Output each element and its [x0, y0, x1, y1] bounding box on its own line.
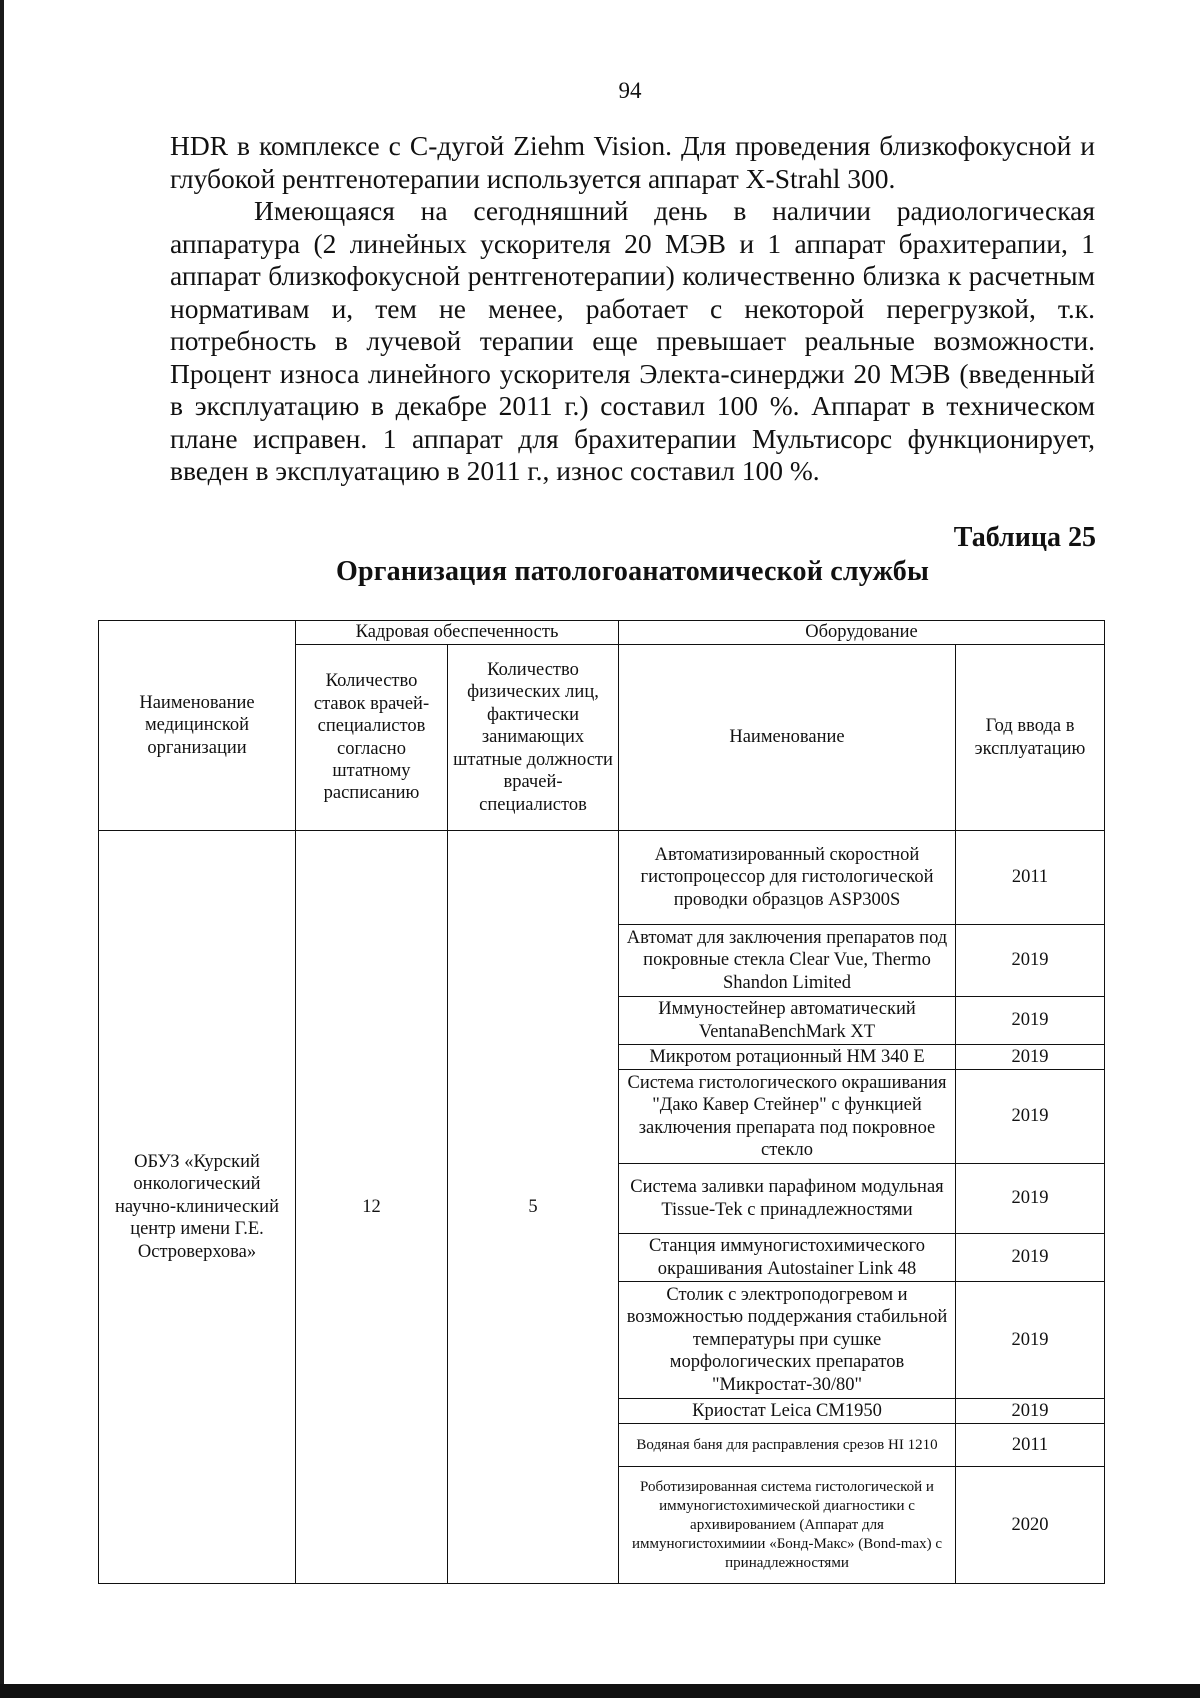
equipment-name-cell: Водяная баня для расправления срезов HI 1210: [619, 1424, 956, 1467]
equipment-year-cell: 2020: [956, 1467, 1105, 1584]
table-title: Организация патологоанатомической службы: [335, 556, 930, 587]
equipment-year-cell: 2019: [956, 1164, 1105, 1234]
equipment-year-cell: 2019: [956, 1399, 1105, 1424]
header-staff-rates: Количество ставок врачей-специалистов согласно штатному расписанию: [296, 645, 448, 831]
equipment-name-cell: Роботизированная система гистологической и иммуногистохимической диагностики с архивированием (Аппарат для иммуногистохимиии «Бонд-Макс» (Bond-max) с принадлежностями: [619, 1467, 956, 1584]
table-row: [99, 831, 1105, 925]
equipment-name-cell: Микротом ротационный HM 340 E: [619, 1045, 956, 1070]
equipment-name-cell: Станция иммуногистохимического окрашивания Autostainer Link 48: [619, 1234, 956, 1282]
equipment-name-cell: Автомат для заключения препаратов под покровные стекла Clear Vue, Thermo Shandon Limited: [619, 925, 956, 997]
header-staffing: Кадровая обеспеченность: [296, 621, 619, 645]
header-equipment-name: Наименование: [619, 645, 956, 831]
equipment-name-cell: Столик с электроподогревом и возможностью поддержания стабильной температуры при сушке морфологических препаратов "Микростат-30/80": [619, 1282, 956, 1399]
equipment-name-cell: Иммуностейнер автоматический VentanaBenchMark XT: [619, 997, 956, 1045]
equipment-year-cell: 2019: [956, 1045, 1105, 1070]
table-number: Таблица 25: [953, 522, 1096, 553]
equipment-year-cell: 2019: [956, 997, 1105, 1045]
equipment-name-cell: Автоматизированный скоростной гистопроцессор для гистологической проводки образцов ASP300S: [619, 831, 956, 925]
page-number: 94: [618, 78, 642, 103]
scan-edge-left: [0, 0, 4, 1698]
equipment-year-cell: 2011: [956, 1424, 1105, 1467]
equipment-year-cell: 2019: [956, 925, 1105, 997]
scan-edge-bottom: [0, 1684, 1200, 1698]
header-commission-year: Год ввода в эксплуатацию: [956, 645, 1105, 831]
pathology-service-table: [98, 620, 1105, 1584]
header-equipment: Оборудование: [619, 621, 1105, 645]
equipment-name-cell: Криостат Leica CM1950: [619, 1399, 956, 1424]
staff-rates-cell: 12: [296, 831, 448, 1584]
equipment-year-cell: 2011: [956, 831, 1105, 925]
equipment-year-cell: 2019: [956, 1282, 1105, 1399]
header-org-name: Наименование медицинской организации: [99, 621, 296, 831]
staff-persons-cell: 5: [448, 831, 619, 1584]
equipment-name-cell: Система гистологического окрашивания "Дако Кавер Стейнер" с функцией заключения препарата под покровное стекло: [619, 1070, 956, 1164]
org-name-cell: ОБУЗ «Курский онкологический научно-клинический центр имени Г.Е. Островерхова»: [99, 831, 296, 1584]
paragraph: Имеющаяся на сегодняшний день в наличии радиологическая аппаратура (2 линейных ускорителя 20 МЭВ и 1 аппарат брахитерапии, 1 аппарат близкофокусной рентгенотерапии) количественно близка к расчетным нормативам и, тем не менее, работает с некоторой перегрузкой, т.к. потребность в лучевой терапии еще превышает реальные возможности. Процент износа линейного ускорителя Электа-синерджи 20 МЭВ (введенный в эксплуатацию в декабре 2011 г.) составил 100 %. Аппарат в техническом плане исправен. 1 аппарат для брахитерапии Мультисорс функционирует, введен в эксплуатацию в 2011 г., износ составил 100 %.: [170, 195, 1095, 486]
equipment-year-cell: 2019: [956, 1234, 1105, 1282]
paragraph: HDR в комплексе с С-дугой Ziehm Vision. Для проведения близкофокусной и глубокой рентгенотерапии используется аппарат X-Strahl 300.: [170, 130, 1095, 194]
body-text: [170, 130, 1095, 488]
equipment-year-cell: 2019: [956, 1070, 1105, 1164]
header-staff-persons: Количество физических лиц, фактически занимающих штатные должности врачей-специалистов: [448, 645, 619, 831]
equipment-name-cell: Система заливки парафином модульная Tissue-Tek с принадлежностями: [619, 1164, 956, 1234]
